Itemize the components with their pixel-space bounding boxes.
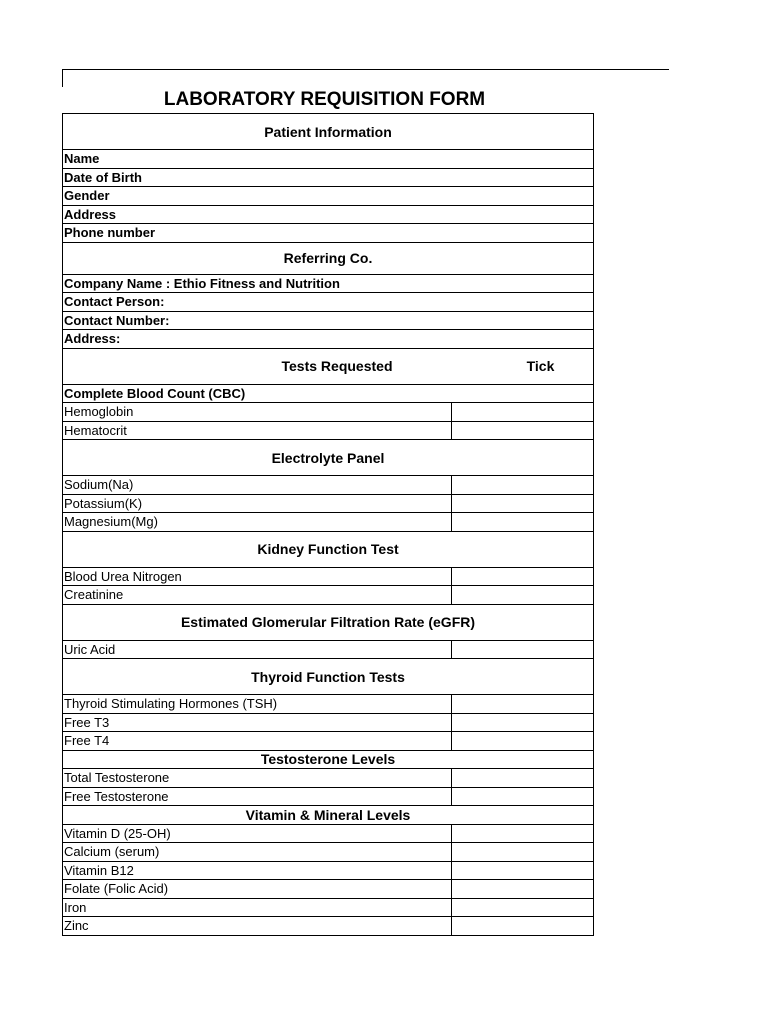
- tick-box[interactable]: [452, 862, 593, 880]
- test-free-t3: Free T3: [63, 714, 452, 732]
- referring-field-row[interactable]: [63, 275, 593, 294]
- patient-field-row[interactable]: [63, 206, 593, 225]
- patient-info-heading-row: [63, 114, 593, 150]
- test-vitamin-b12: Vitamin B12: [63, 862, 452, 880]
- test-calcium: Calcium (serum): [63, 843, 452, 861]
- testosterone-heading: Testosterone Levels: [260, 751, 396, 768]
- test-row[interactable]: [63, 917, 593, 936]
- top-border-line: [62, 69, 669, 70]
- test-zinc: Zinc: [63, 917, 452, 935]
- requisition-table: [62, 113, 594, 936]
- tests-requested-heading: Tests Requested: [281, 358, 393, 374]
- tick-box[interactable]: [452, 513, 593, 531]
- test-hemoglobin: Hemoglobin: [63, 403, 452, 421]
- test-row[interactable]: [63, 862, 593, 881]
- tick-box[interactable]: [452, 788, 593, 806]
- cbc-heading: Complete Blood Count (CBC): [64, 385, 246, 401]
- test-row[interactable]: [63, 476, 593, 495]
- tick-box[interactable]: [452, 714, 593, 732]
- test-sodium: Sodium(Na): [63, 476, 452, 494]
- egfr-heading-row: [63, 605, 593, 641]
- tick-box[interactable]: [452, 403, 593, 421]
- patient-field-row[interactable]: [63, 187, 593, 206]
- top-border-tick: [62, 69, 63, 87]
- patient-field-dob: Date of Birth: [64, 169, 142, 185]
- patient-info-heading: Patient Information: [264, 123, 392, 140]
- test-row[interactable]: [63, 880, 593, 899]
- test-potassium: Potassium(K): [63, 495, 452, 513]
- tick-box[interactable]: [452, 843, 593, 861]
- patient-field-phone: Phone number: [64, 225, 156, 240]
- tick-box[interactable]: [452, 825, 593, 843]
- test-tsh: Thyroid Stimulating Hormones (TSH): [63, 695, 452, 713]
- tick-box[interactable]: [452, 880, 593, 898]
- referring-heading: Referring Co.: [283, 250, 373, 266]
- test-row[interactable]: [63, 495, 593, 514]
- electrolyte-heading: Electrolyte Panel: [271, 449, 385, 466]
- test-row[interactable]: [63, 732, 593, 751]
- test-iron: Iron: [63, 899, 452, 917]
- tick-box[interactable]: [452, 586, 593, 604]
- thyroid-heading: Thyroid Function Tests: [251, 668, 405, 685]
- test-creatinine: Creatinine: [63, 586, 452, 604]
- tick-box[interactable]: [452, 769, 593, 787]
- referring-field-row[interactable]: [63, 312, 593, 331]
- tick-column-heading: Tick: [526, 358, 555, 374]
- patient-field-gender: Gender: [64, 188, 110, 203]
- test-row[interactable]: [63, 586, 593, 605]
- testosterone-heading-row: [63, 751, 593, 770]
- test-row[interactable]: [63, 899, 593, 918]
- test-free-t4: Free T4: [63, 732, 452, 750]
- test-row[interactable]: [63, 641, 593, 660]
- electrolyte-heading-row: [63, 440, 593, 476]
- test-uric-acid: Uric Acid: [63, 641, 452, 659]
- tests-header-cell: [63, 349, 594, 384]
- tick-box[interactable]: [452, 495, 593, 513]
- referring-field-contact-number: Contact Number:: [64, 312, 170, 328]
- test-magnesium: Magnesium(Mg): [63, 513, 452, 531]
- test-row[interactable]: [63, 825, 593, 844]
- test-row[interactable]: [63, 788, 593, 807]
- test-row[interactable]: [63, 403, 593, 422]
- egfr-heading: Estimated Glomerular Filtration Rate (eGFR): [180, 614, 476, 630]
- patient-field-address: Address: [64, 206, 117, 222]
- test-hematocrit: Hematocrit: [63, 422, 452, 440]
- test-row[interactable]: [63, 769, 593, 788]
- kidney-heading-row: [63, 532, 593, 568]
- vitamins-heading: Vitamin & Mineral Levels: [245, 806, 411, 823]
- referring-field-company: Company Name : Ethio Fitness and Nutrition: [64, 275, 340, 291]
- referring-heading-row: [63, 243, 593, 275]
- test-row[interactable]: [63, 568, 593, 587]
- test-free-testosterone: Free Testosterone: [63, 788, 452, 806]
- referring-field-address: Address:: [64, 331, 121, 346]
- patient-field-name: Name: [64, 151, 100, 166]
- kidney-heading: Kidney Function Test: [257, 541, 399, 557]
- vitamins-heading-row: [63, 806, 593, 825]
- tick-box[interactable]: [452, 476, 593, 494]
- thyroid-heading-row: [63, 659, 593, 695]
- tick-box[interactable]: [452, 695, 593, 713]
- test-row[interactable]: [63, 695, 593, 714]
- referring-field-contact-person: Contact Person:: [64, 294, 165, 309]
- referring-field-row[interactable]: [63, 330, 593, 349]
- tick-box[interactable]: [452, 899, 593, 917]
- test-row[interactable]: [63, 422, 593, 441]
- tick-box[interactable]: [452, 641, 593, 659]
- test-folate: Folate (Folic Acid): [63, 880, 452, 898]
- test-row[interactable]: [63, 513, 593, 532]
- referring-field-row[interactable]: [63, 293, 593, 312]
- tests-header-row: [63, 349, 593, 385]
- tick-box[interactable]: [452, 568, 593, 586]
- patient-field-row[interactable]: [63, 169, 593, 188]
- tick-box[interactable]: [452, 917, 593, 935]
- tick-box[interactable]: [452, 732, 593, 750]
- test-vitamin-d: Vitamin D (25-OH): [63, 825, 452, 843]
- patient-field-row[interactable]: [63, 150, 593, 169]
- test-total-testosterone: Total Testosterone: [63, 769, 452, 787]
- cbc-heading-row: [63, 385, 593, 404]
- test-bun: Blood Urea Nitrogen: [63, 568, 452, 586]
- patient-field-row[interactable]: [63, 224, 593, 243]
- test-row[interactable]: [63, 714, 593, 733]
- tick-box[interactable]: [452, 422, 593, 440]
- form-title: LABORATORY REQUISITION FORM: [163, 89, 486, 110]
- test-row[interactable]: [63, 843, 593, 862]
